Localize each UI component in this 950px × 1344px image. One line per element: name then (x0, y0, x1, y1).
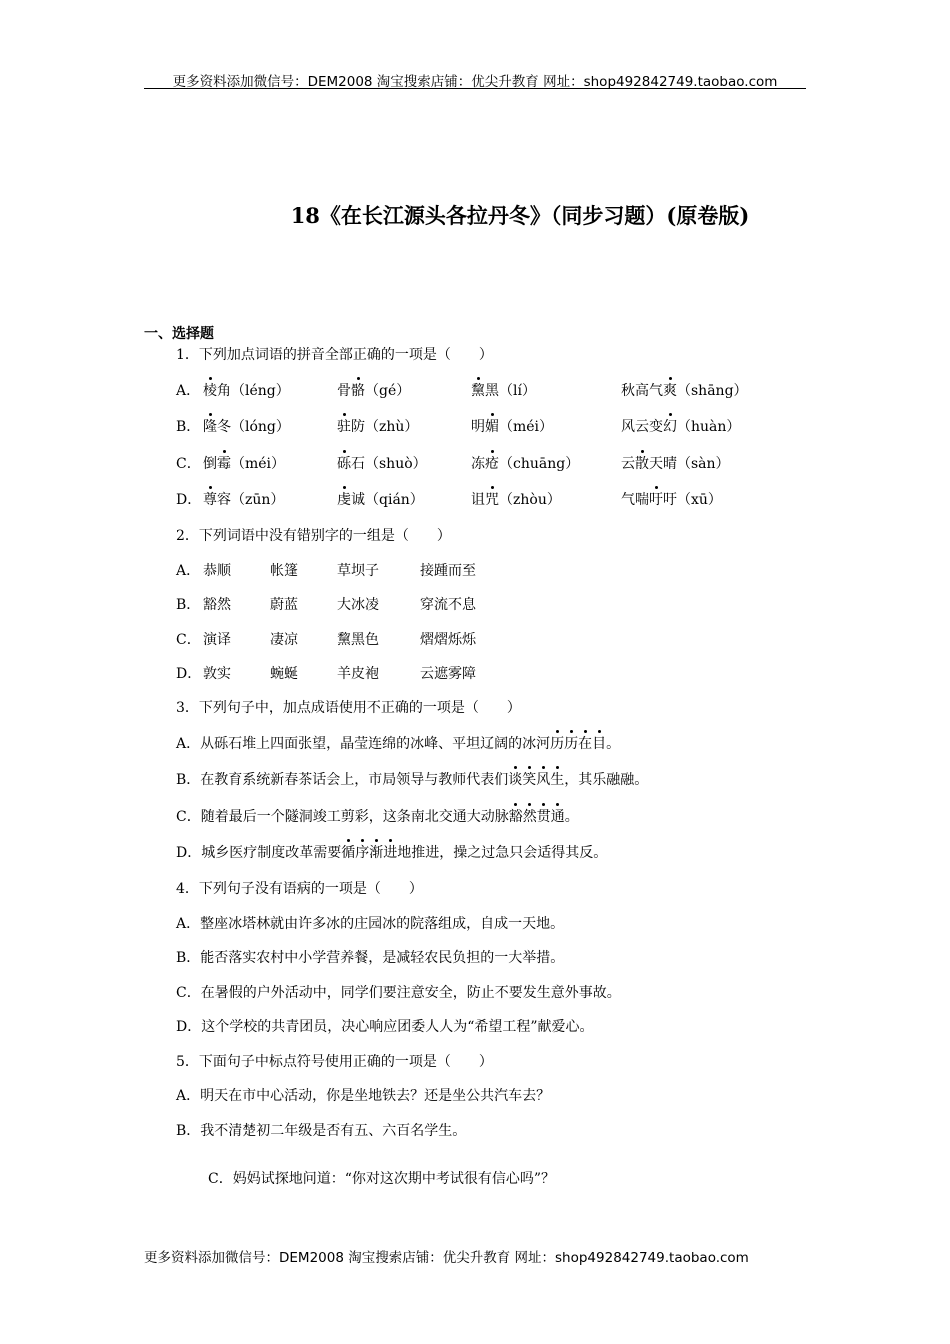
q3-option-d: D．城乡医疗制度改革需要循序渐进地推进，操之过急只会适得其反。 (176, 842, 607, 864)
emphasis-dot-char: 序 (355, 842, 369, 864)
dotted-idiom (508, 772, 564, 788)
emphasis-dot-char: 通 (551, 806, 565, 828)
q3-option-a: A．从砾石堆上四面张望，晶莹连绵的冰峰、平坦辽阔的冰河历历在目。 (176, 733, 620, 755)
emphasis-dot-char: 历 (564, 733, 578, 755)
word: 熠熠烁烁 (420, 632, 476, 648)
q5-option-a: A．明天在市中心活动，你是坐地铁去？还是坐公共汽车去？ (176, 1088, 551, 1104)
question-4-stem: 4．下列句子没有语病的一项是（ ） (176, 881, 423, 897)
pinyin-item: 骨骼（gé） (337, 380, 410, 402)
pinyin-item: 隆冬（lóng） (203, 416, 290, 438)
option-label: A． (176, 563, 201, 579)
emphasis-dot-char: 历 (550, 733, 564, 755)
option-label: B． (176, 597, 201, 613)
pinyin-item: 云散天晴（sàn） (621, 453, 730, 475)
section-heading: 一、选择题 (144, 326, 214, 342)
option-label: A． (176, 383, 201, 399)
emphasis-dot-char: 黧 (471, 380, 485, 402)
dotted-idiom (509, 809, 565, 825)
q3-option-b: B．在教育系统新春茶话会上，市局领导与教师代表们谈笑风生，其乐融融。 (176, 769, 648, 791)
option-label: D． (176, 666, 202, 682)
emphasis-dot-char: 散 (635, 453, 649, 475)
pinyin-item: 明媚（méi） (471, 416, 553, 438)
option-label: C． (176, 632, 201, 648)
header-divider (144, 88, 806, 89)
word: 羊皮袍 (337, 666, 379, 682)
word: 草坝子 (337, 563, 379, 579)
emphasis-dot-char: 循 (341, 842, 355, 864)
q5-option-b: B．我不清楚初二年级是否有五、六百名学生。 (176, 1123, 467, 1139)
emphasis-dot-char: 隆 (203, 416, 217, 438)
question-5-stem: 5．下面句子中标点符号使用正确的一项是（ ） (176, 1054, 493, 1070)
q4-option-c: C．在暑假的户外活动中，同学们要注意安全，防止不要发生意外事故。 (176, 985, 621, 1001)
pinyin-item: 棱角（léng） (203, 380, 290, 402)
pinyin-item: 倒霉（méi） (203, 453, 285, 475)
word: 黧黑色 (337, 632, 379, 648)
option-label: B． (176, 419, 201, 435)
emphasis-dot-char: 渐 (369, 842, 383, 864)
word: 演译 (203, 632, 231, 648)
pinyin-item: 黧黑（lí） (471, 380, 536, 402)
emphasis-dot-char: 吁 (649, 489, 663, 511)
emphasis-dot-char: 豁 (509, 806, 523, 828)
question-2-stem: 2．下列词语中没有错别字的一组是（ ） (176, 528, 451, 544)
word: 恭顺 (203, 563, 231, 579)
question-3-stem: 3．下列句子中，加点成语使用不正确的一项是（ ） (176, 700, 521, 716)
emphasis-dot-char: 幻 (663, 416, 677, 438)
pinyin-item: 驻防（zhù） (337, 416, 418, 438)
word: 帐篷 (270, 563, 298, 579)
emphasis-dot-char: 谈 (508, 769, 522, 791)
emphasis-dot-char: 进 (383, 842, 397, 864)
pinyin-item: 虔诚（qián） (337, 489, 424, 511)
option-label: D． (176, 492, 202, 508)
emphasis-dot-char: 贯 (537, 806, 551, 828)
q5-option-c: C．妈妈试探地问道：“你对这次期中考试很有信心吗”？ (208, 1171, 556, 1187)
q4-option-b: B．能否落实农村中小学营养餐，是减轻农民负担的一大举措。 (176, 950, 565, 966)
emphasis-dot-char: 棱 (203, 380, 217, 402)
pinyin-item: 砾石（shuò） (337, 453, 427, 475)
pinyin-item: 冻疮（chuāng） (471, 453, 579, 475)
emphasis-dot-char: 砾 (337, 453, 351, 475)
emphasis-dot-char: 骼 (351, 380, 365, 402)
pinyin-item: 风云变幻（huàn） (621, 416, 740, 438)
q4-option-a: A．整座冰塔林就由许多冰的庄园冰的院落组成，自成一天地。 (176, 916, 565, 932)
word: 蜿蜒 (270, 666, 298, 682)
option-label: C． (176, 456, 201, 472)
word: 穿流不息 (420, 597, 476, 613)
emphasis-dot-char: 生 (550, 769, 564, 791)
emphasis-dot-char: 驻 (337, 416, 351, 438)
emphasis-dot-char: 媚 (485, 416, 499, 438)
word: 蔚蓝 (270, 597, 298, 613)
question-1-stem: 1．下列加点词语的拼音全部正确的一项是（ ） (176, 347, 493, 363)
emphasis-dot-char: 风 (536, 769, 550, 791)
emphasis-dot-char: 目 (592, 733, 606, 755)
word: 大冰凌 (337, 597, 379, 613)
emphasis-dot-char: 疮 (485, 453, 499, 475)
emphasis-dot-char: 咒 (485, 489, 499, 511)
page-title: 18《在长江源头各拉丹冬》（同步习题）(原卷版) (290, 203, 750, 228)
pinyin-item: 诅咒（zhòu） (471, 489, 561, 511)
word: 云遮雾障 (420, 666, 476, 682)
pinyin-item: 秋高气爽（shāng） (621, 380, 748, 402)
emphasis-dot-char: 霉 (217, 453, 231, 475)
emphasis-dot-char: 然 (523, 806, 537, 828)
word: 敦实 (203, 666, 231, 682)
dotted-idiom (550, 736, 606, 752)
emphasis-dot-char: 尊 (203, 489, 217, 511)
word: 接踵而至 (420, 563, 476, 579)
dotted-idiom (341, 845, 397, 861)
emphasis-dot-char: 虔 (337, 489, 351, 511)
emphasis-dot-char: 爽 (663, 380, 677, 402)
q4-option-d: D．这个学校的共青团员，决心响应团委人人为“希望工程”献爱心。 (176, 1019, 594, 1035)
pinyin-item: 尊容（zūn） (203, 489, 284, 511)
q3-option-c: C．随着最后一个隧洞竣工剪彩，这条南北交通大动脉豁然贯通。 (176, 806, 579, 828)
word: 凄凉 (270, 632, 298, 648)
page-header: 更多资料添加微信号：DEM2008 淘宝搜索店铺：优尖升教育 网址：shop492842749.taobao.com (172, 74, 778, 90)
emphasis-dot-char: 在 (578, 733, 592, 755)
pinyin-item: 气喘吁吁（xū） (621, 489, 722, 511)
word: 豁然 (203, 597, 231, 613)
page-footer: 更多资料添加微信号：DEM2008 淘宝搜索店铺：优尖升教育 网址：shop492842749.taobao.com (144, 1250, 749, 1266)
emphasis-dot-char: 笑 (522, 769, 536, 791)
